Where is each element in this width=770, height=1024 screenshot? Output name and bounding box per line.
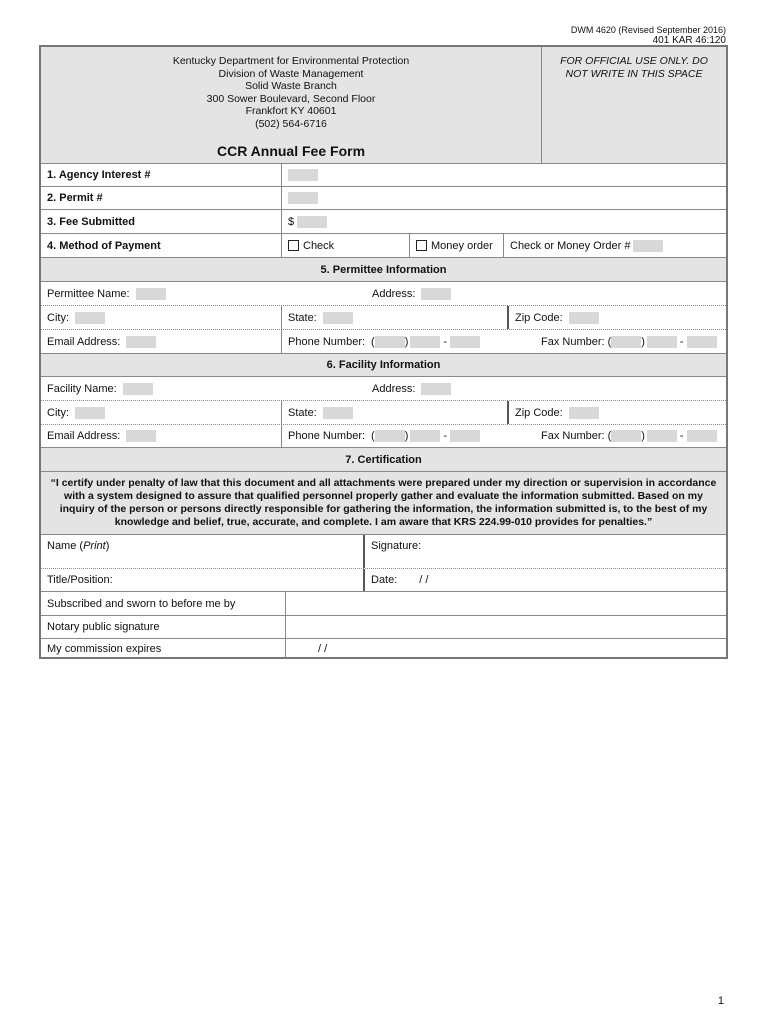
paren-close: )	[404, 430, 409, 442]
name-label: Name (	[47, 540, 84, 552]
name-label-close: )	[105, 540, 110, 552]
date-label: Date:	[371, 574, 398, 586]
agency-line: Kentucky Department for Environmental Protection	[172, 55, 410, 67]
official-use-box	[541, 47, 726, 163]
notary-label: Notary public signature	[47, 621, 160, 633]
facility-phone-line-input[interactable]	[450, 430, 480, 442]
agency-interest-input[interactable]	[288, 169, 318, 181]
permittee-zip-label: Zip Code:	[515, 311, 563, 324]
facility-contact-row	[41, 425, 726, 448]
paren-close: )	[641, 430, 645, 442]
subscribed-label: Subscribed and sworn to before me by	[47, 597, 236, 610]
money-order-checkbox[interactable]	[416, 240, 427, 251]
permittee-phone-prefix-input[interactable]	[410, 336, 440, 348]
permittee-email-label: Email Address:	[47, 335, 121, 348]
permittee-fax-label: Fax Number:	[541, 335, 605, 348]
permittee-phone-line-input[interactable]	[450, 336, 480, 348]
official-use-text: FOR OFFICIAL USE ONLY. DO NOT WRITE IN THIS SPACE	[560, 55, 708, 80]
facility-state-label: State:	[288, 406, 317, 419]
paren-open: (	[371, 335, 375, 348]
permittee-state-input[interactable]	[323, 312, 353, 324]
permittee-city-row	[41, 306, 726, 330]
permittee-section-header	[41, 258, 726, 282]
facility-city-input[interactable]	[75, 407, 105, 419]
commission-label: My commission expires	[47, 643, 162, 655]
permittee-contact-row	[41, 330, 726, 354]
subscribed-input[interactable]	[285, 592, 726, 615]
facility-email-label: Email Address:	[47, 430, 121, 442]
paren-open: (	[607, 430, 612, 442]
check-checkbox[interactable]	[288, 240, 299, 251]
agency-line: Solid Waste Branch	[245, 80, 337, 92]
dash: -	[679, 430, 684, 442]
permittee-phone-area-input[interactable]	[375, 336, 405, 348]
facility-city-label: City:	[47, 406, 69, 419]
permittee-state-label: State:	[288, 311, 317, 324]
name-signature-row	[41, 535, 726, 569]
facility-phone-prefix-input[interactable]	[410, 430, 440, 442]
facility-fax-prefix-input[interactable]	[647, 430, 677, 442]
commission-row	[41, 639, 726, 659]
agency-line: (502) 564-6716	[255, 117, 327, 130]
facility-fax-area-input[interactable]	[611, 430, 641, 442]
dash: -	[443, 335, 448, 348]
agency-line: Frankfort KY 40601	[245, 105, 337, 117]
permit-label: 2. Permit #	[47, 192, 103, 204]
agency-interest-row	[41, 164, 726, 187]
permittee-city-input[interactable]	[75, 312, 105, 324]
agency-line: Division of Waste Management	[218, 67, 364, 80]
certification-section-header	[41, 448, 726, 472]
permittee-name-input[interactable]	[136, 288, 166, 300]
permit-row	[41, 187, 726, 210]
facility-fax-line-input[interactable]	[687, 430, 717, 442]
facility-zip-label: Zip Code:	[515, 406, 563, 419]
check-or-mo-number-input[interactable]	[633, 240, 663, 252]
permittee-fax-prefix-input[interactable]	[647, 336, 677, 348]
fee-input[interactable]	[297, 216, 327, 228]
paren-close: )	[404, 335, 409, 348]
paren-open: (	[371, 430, 375, 442]
agency-line: 300 Sower Boulevard, Second Floor	[206, 92, 376, 105]
facility-name-row	[41, 377, 726, 401]
permittee-city-label: City:	[47, 311, 69, 324]
facility-section-header	[41, 354, 726, 377]
facility-address-input[interactable]	[421, 383, 451, 395]
facility-city-row	[41, 401, 726, 425]
payment-row	[41, 234, 726, 258]
permittee-address-label: Address:	[372, 287, 416, 300]
permittee-zip-input[interactable]	[569, 312, 599, 324]
check-label: Check	[303, 239, 335, 252]
form-header	[41, 47, 726, 164]
permittee-address-input[interactable]	[421, 288, 451, 300]
commission-date-input[interactable]	[285, 639, 726, 659]
facility-phone-area-input[interactable]	[375, 430, 405, 442]
certification-statement-row	[41, 472, 726, 535]
date-separators: / /	[419, 574, 429, 586]
permittee-fax-line-input[interactable]	[687, 336, 717, 348]
title-date-row	[41, 569, 726, 592]
page-number: 1	[717, 995, 724, 1007]
permittee-name-label: Permittee Name:	[47, 287, 130, 300]
check-or-mo-number-label: Check or Money Order #	[510, 239, 631, 252]
dash: -	[443, 430, 448, 442]
permittee-fax-area-input[interactable]	[611, 336, 641, 348]
facility-address-label: Address:	[372, 382, 416, 395]
dash: -	[679, 335, 684, 348]
certification-statement: “I certify under penalty of law that this document and all attachments were prepared under my direction or supervision in accordance with a system designed to assure that qualified personnel properly gather and evaluate the information submitted. Based on my inquiry of the person or persons directly responsible for gathering the information, the information submitted is, to the best of my knowledge and belief, true, accurate, and complete. I am aware that KRS 224.99-010 provides for penalties.”	[50, 477, 717, 528]
paren-open: (	[607, 335, 612, 348]
facility-name-input[interactable]	[123, 383, 153, 395]
permittee-email-input[interactable]	[126, 336, 156, 348]
agency-address-block	[41, 55, 541, 130]
regulation-reference: 401 KAR 46:120	[652, 35, 726, 46]
facility-state-input[interactable]	[323, 407, 353, 419]
permittee-section-title: 5. Permittee Information	[320, 263, 447, 276]
form-title: CCR Annual Fee Form	[216, 143, 366, 159]
title-position-label: Title/Position:	[47, 574, 113, 586]
payment-label: 4. Method of Payment	[47, 239, 161, 252]
permittee-name-row	[41, 282, 726, 306]
fee-row	[41, 210, 726, 234]
facility-name-label: Facility Name:	[47, 382, 117, 395]
fee-form	[39, 45, 728, 659]
agency-interest-label: 1. Agency Interest #	[47, 169, 151, 181]
certification-section-title: 7. Certification	[345, 453, 422, 466]
permittee-phone-label: Phone Number:	[288, 335, 366, 348]
commission-date-separators: / /	[318, 643, 328, 655]
facility-phone-label: Phone Number:	[288, 430, 366, 442]
dollar-sign: $	[288, 215, 295, 228]
money-order-label: Money order	[431, 239, 493, 252]
print-hint: Print	[83, 540, 106, 552]
facility-zip-input[interactable]	[569, 407, 599, 419]
subscribed-row	[41, 592, 726, 616]
permit-input[interactable]	[288, 192, 318, 204]
signature-label: Signature:	[371, 540, 422, 552]
notary-row	[41, 616, 726, 639]
form-reference: DWM 4620 (Revised September 2016)	[570, 25, 726, 35]
fee-label: 3. Fee Submitted	[47, 215, 136, 228]
paren-close: )	[641, 335, 645, 348]
facility-email-input[interactable]	[126, 430, 156, 442]
notary-signature-input[interactable]	[285, 616, 726, 638]
facility-fax-label: Fax Number:	[541, 430, 605, 442]
facility-section-title: 6. Facility Information	[326, 359, 441, 371]
